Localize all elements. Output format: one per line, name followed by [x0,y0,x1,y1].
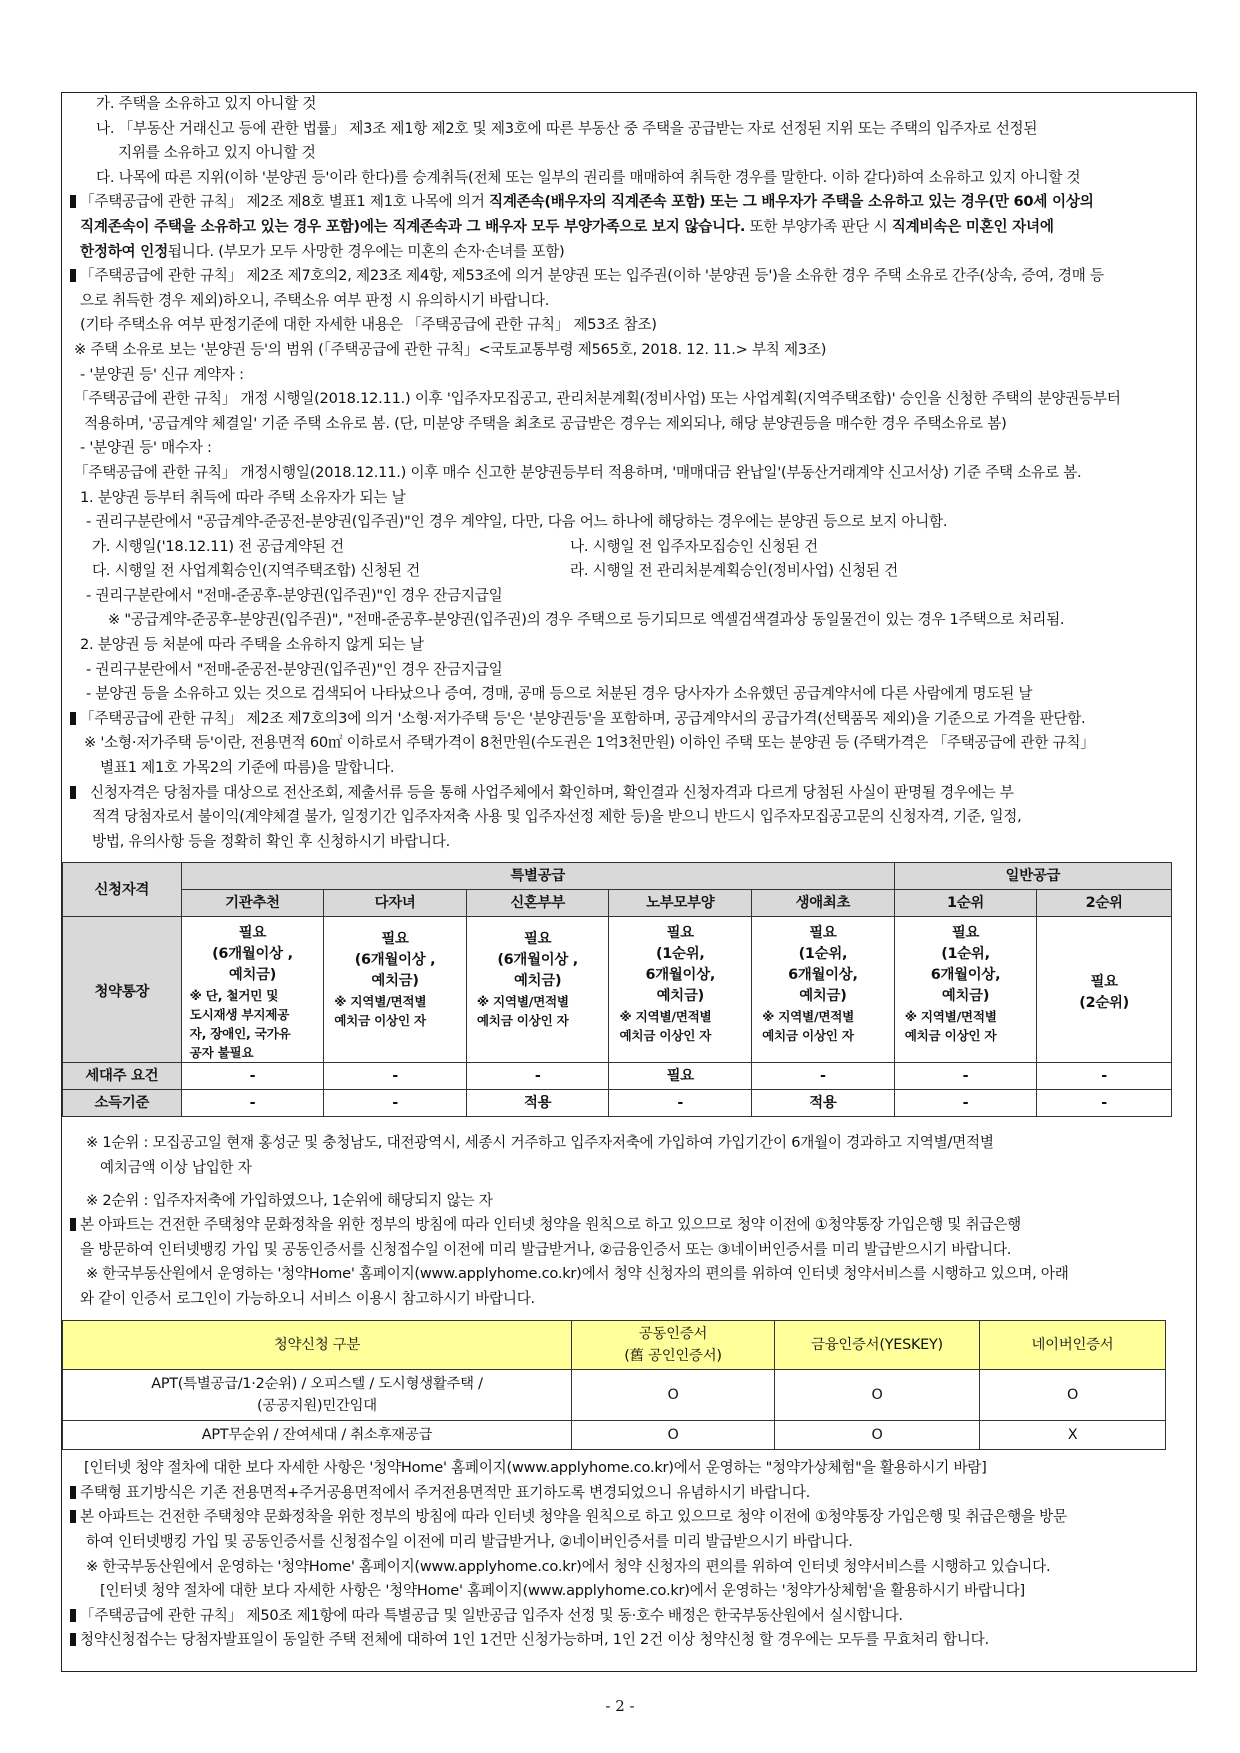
table-cell [63,1369,572,1420]
text-line: 별표1 제1호 가목2의 기준에 따름)을 말합니다. [100,759,395,777]
bullet-paragraph [70,707,1194,732]
table-cell: - [181,1063,324,1090]
text-line: 가. 주택을 소유하고 있지 아니할 것 [96,95,317,112]
text-line: ※ "공급계약-준공후-분양권(입주권)", "전매-준공후-분양권(입주권)의 경우 주택으로 등기되므로 엑셀검색결과상 동일물건이 있는 경우 1주택으로 처리됨. [108,611,1065,629]
text-span: 「주택공급에 관한 규칙」 제2조 제7호의3에 의거 '소형·저가주택 등'은 '분양권등'을 포함하며, 공급계약서의 공급가격(선택품목 제외)을 기준으로 가격을 판단함. [80,709,1086,727]
bullet-square-icon [70,1633,76,1646]
bullet-square-icon [70,1609,76,1622]
cell-note: ※ 지역별/면적별 예치금 이상인 자 [904,1009,997,1044]
text-line: 으로 취득한 경우 제외)하오니, 주택소유 여부 판정 시 유의하시기 바랍니다. [80,291,550,309]
text-line: 나. 「부동산 거래신고 등에 관한 법률」 제3조 제1항 제2호 및 제3호에 따른 부동산 중 주택을 공급받는 자로 선정된 지위 또는 주택의 입주자로 선정된 [96,119,1038,137]
table-cell: - [324,1090,467,1117]
col-header: 생애최초 [752,890,895,917]
table-cell [324,917,467,1063]
text-line: 1. 분양권 등부터 취득에 따라 주택 소유자가 되는 날 [80,488,406,506]
table-cell: O [775,1369,980,1420]
two-column-line [70,535,1194,560]
bullet-paragraph [70,1213,1194,1238]
text-line: - '분양권 등' 신규 계약자 : [80,365,244,383]
table-cell [894,917,1037,1063]
bullet-paragraph [70,1604,1194,1629]
text-span: 청약신청접수는 당첨자발표일이 동일한 주택 전체에 대하여 1인 1건만 신청가능하며, 1인 2건 이상 청약신청 할 경우에는 모두를 무효처리 합니다. [80,1631,989,1649]
bullet-paragraph [70,781,1194,806]
table-cell: O [775,1420,980,1450]
text-span: 나. 시행일 전 입주자모집승인 신청된 건 [570,537,818,555]
table-cell: - [1037,1090,1172,1117]
table-cell: 적용 [466,1090,609,1117]
table-cell: 적용 [752,1090,895,1117]
text-line: - 권리구분란에서 "공급계약-준공전-분양권(입주권)"인 경우 계약일, 다만, 다음 어느 하나에 해당하는 경우에는 분양권 등으로 보지 아니함. [86,513,948,531]
table-cell: - [894,1090,1037,1117]
text-line: 을 방문하여 인터넷뱅킹 가입 및 공동인증서를 신청접수일 이전에 미리 발급받거나, ②금융인증서 또는 ③네이버인증서를 미리 발급받으시기 바랍니다. [80,1240,1012,1258]
table-cell: 필요 [609,1063,752,1090]
bullet-paragraph [70,190,1194,215]
table-cell: - [609,1090,752,1117]
text-span: 「주택공급에 관한 규칙」 제2조 제8호 별표1 제1호 나목에 의거 [80,193,489,211]
cell-main: 필요 (2순위) [1079,973,1130,1011]
text-span: 가. 시행일('18.12.11) 전 공급계약된 건 [92,537,344,555]
table-cell: O [980,1369,1166,1420]
text-line: 「주택공급에 관한 규칙」 개정 시행일(2018.12.11.) 이후 '입주자모집공고, 관리처분계획(정비사업) 또는 사업계획(지역주택조합)' 승인을 신청한 주택의 분양권등부터 [74,390,1121,408]
text-line: (기타 주택소유 여부 판정기준에 대한 자세한 내용은 「주택공급에 관한 규칙」 제53조 참조) [80,316,657,334]
cell-main: 필요 (6개월이상 , 예치금) [497,931,579,990]
text-line: ※ 2순위 : 입주자저축에 가입하였으나, 1순위에 해당되지 않는 자 [86,1191,493,1209]
col-header [572,1320,775,1369]
row-label: 소득기준 [63,1090,182,1117]
text-span: 됩니다. (부모가 모두 사망한 경우에는 미혼의 손자·손녀를 포함) [167,242,565,260]
page-number: - 2 - [605,1697,635,1715]
eligibility-table [62,862,1172,1117]
col-header: 1순위 [894,890,1037,917]
row-label: 청약통장 [63,917,182,1063]
text-span: 「주택공급에 관한 규칙」 제50조 제1항에 따라 특별공급 및 일반공급 입주자 선정 및 동·호수 배정은 한국부동산원에서 실시합니다. [80,1606,903,1624]
text-line: 와 같이 인증서 로그인이 가능하오니 서비스 이용시 참고하시기 바랍니다. [80,1289,535,1307]
bold-span: 직계존속(배우자의 직계존속 포함) 또는 그 배우자가 주택을 소유하고 있는 경우(만 60세 이상의 [488,193,1094,211]
col-header: 금융인증서(YESKEY) [775,1320,980,1369]
certificate-table [62,1320,1166,1451]
cell-main: 필요 (6개월이상 , 예치금) [212,925,293,984]
bullet-paragraph [70,1505,1194,1530]
header-line: 공동인증서 [638,1325,708,1342]
cell-main: 필요 (1순위, 6개월이상, 예치금) [930,925,1001,1005]
cell-main: 필요 (1순위, 6개월이상, 예치금) [645,925,716,1005]
cell-line: (공공지원)민간임대 [257,1397,377,1414]
table-cell: X [980,1420,1166,1450]
bullet-paragraph [70,264,1194,289]
table-cell [466,917,609,1063]
text-line: 「주택공급에 관한 규칙」 개정시행일(2018.12.11.) 이후 매수 신고한 분양권등부터 적용하며, '매매대금 완납일'(부동산거래계약 신고서상) 기준 주택 소유로 봄. [74,463,1082,481]
bullet-square-icon [70,1486,76,1499]
text-line: 하여 인터넷뱅킹 가입 및 공동인증서를 신청접수일 이전에 미리 발급받거나, ②네이버인증서를 미리 발급받으시기 바랍니다. [86,1532,853,1550]
bold-span: 한정하여 인정 [80,242,168,260]
col-header: 신혼부부 [466,890,609,917]
text-line: - '분양권 등' 매수자 : [80,439,212,457]
table-cell: - [324,1063,467,1090]
cell-note: ※ 지역별/면적별 예치금 이상인 자 [334,994,427,1029]
col-header: 다자녀 [324,890,467,917]
two-column-line [70,559,1194,584]
text-line: 적격 당첨자로서 불이익(계약체결 불가, 일정기간 입주자저축 사용 및 입주자선정 제한 등)을 받으니 반드시 입주자모집공고문의 신청자격, 기준, 일정, [92,808,1022,826]
table-cell: - [1037,1063,1172,1090]
table-cell: - [752,1063,895,1090]
table-cell [1037,917,1172,1063]
text-span: 본 아파트는 건전한 주택청약 문화정착을 위한 정부의 방침에 따라 인터넷 청약을 원칙으로 하고 있으므로 청약 이전에 ①청약통장 가입은행 및 취급은행 [80,1216,1021,1234]
text-line: [인터넷 청약 절차에 대한 보다 자세한 사항은 '청약Home' 홈페이지(www.applyhome.co.kr)에서 운영하는 "청약가상체험"을 활용하시기 바람] [84,1459,987,1477]
col-header: 청약신청 구분 [63,1320,572,1369]
table-cell: O [572,1420,775,1450]
bullet-paragraph [70,1628,1194,1653]
col-header: 네이버인증서 [980,1320,1166,1369]
text-line: 방법, 유의사항 등을 정확히 확인 후 신청하시기 바랍니다. [92,832,450,850]
table-cell: - [181,1090,324,1117]
text-line: [인터넷 청약 절차에 대한 보다 자세한 사항은 '청약Home' 홈페이지(www.applyhome.co.kr)에서 운영하는 '청약가상체험'을 활용하시기 바랍니다] [100,1582,1025,1600]
cell-main: 필요 (1순위, 6개월이상, 예치금) [788,925,858,1005]
group-header-general: 일반공급 [894,863,1171,890]
text-line [70,240,1194,265]
cell-note: ※ 지역별/면적별 예치금 이상인 자 [762,1009,855,1044]
table-cell [609,917,752,1063]
text-line: 적용하며, '공급계약 체결일' 기준 주택 소유로 봄. (단, 미분양 주택을 최초로 공급받은 경우는 제외되나, 해당 분양권등을 매수한 경우 주택소유로 봄) [84,414,1007,432]
text-line: - 권리구분란에서 "전매-준공전-분양권(입주권)"인 경우 잔금지급일 [86,660,503,678]
text-line: 다. 나목에 따른 지위(이하 '분양권 등'이라 한다)를 승계취득(전체 또는 일부의 권리를 매매하여 취득한 경우를 말한다. 이하 같다)하여 소유하고 있지 아니할 것 [96,168,1081,186]
cell-main: 필요 (6개월이상 , 예치금) [354,931,436,990]
text-line: 지위를 소유하고 있지 아니할 것 [118,144,316,162]
bullet-square-icon [70,269,76,282]
text-span: 「주택공급에 관한 규칙」 제2조 제7호의2, 제23조 제4항, 제53조에 의거 분양권 또는 입주권(이하 '분양권 등')을 소유한 경우 주택 소유로 간주(상속, 증여, 경매 등 [80,267,1104,285]
text-span: 본 아파트는 건전한 주택청약 문화정착을 위한 정부의 방침에 따라 인터넷 청약을 원칙으로 하고 있으므로 청약 이전에 ①청약통장 가입은행 및 취급은행을 방문 [80,1508,1067,1526]
text-line: ※ '소형·저가주택 등'이란, 전용면적 60㎡ 이하로서 주택가격이 8천만원(수도권은 1억3천만원) 이하인 주택 또는 분양권 등 (주택가격은 「주택공급에 관한 규칙」 [84,734,1095,752]
text-line: ※ 1순위 : 모집공고일 현재 홍성군 및 충청남도, 대전광역시, 세종시 거주하고 입주자저축에 가입하여 가입기간이 6개월이 경과하고 지역별/면적별 [86,1134,994,1152]
bullet-square-icon [70,195,76,208]
text-line: - 분양권 등을 소유하고 있는 것으로 검색되어 나타났으나 증여, 경매, 공매 등으로 처분된 경우 당사자가 소유했던 공급계약서에 다른 사람에게 명도된 날 [86,685,1033,703]
table-cell: - [894,1063,1037,1090]
row-label: 세대주 요건 [63,1063,182,1090]
text-span: 다. 시행일 전 사업계획승인(지역주택조합) 신청된 건 [92,562,421,580]
header-line: (舊 공인인증서) [624,1347,722,1364]
text-line: 2. 분양권 등 처분에 따라 주택을 소유하지 않게 되는 날 [80,636,424,654]
bullet-square-icon [70,1510,76,1523]
table-cell [752,917,895,1063]
table-corner: 신청자격 [63,863,182,917]
text-span: 주택형 표기방식은 기존 전용면적+주거공용면적에서 주거전용면적만 표기하도록 변경되었으니 유념하시기 바랍니다. [80,1483,811,1501]
cell-note: ※ 지역별/면적별 예치금 이상인 자 [619,1009,712,1044]
table-cell: - [466,1063,609,1090]
cell-note: ※ 지역별/면적별 예치금 이상인 자 [476,994,569,1029]
text-line: ※ 주택 소유로 보는 '분양권 등'의 범위 (「주택공급에 관한 규칙」<국토교통부령 제565호, 2018. 12. 11.> 부칙 제3조) [74,340,827,358]
bullet-square-icon [70,1218,76,1231]
bold-span: 직계존속이 주택을 소유하고 있는 경우 포함)에는 직계존속과 그 배우자 모두 부양가족으로 보지 않습니다. [80,217,746,235]
col-header: 2순위 [1037,890,1172,917]
table-cell: O [572,1369,775,1420]
table-cell: APT무순위 / 잔여세대 / 취소후재공급 [63,1420,572,1450]
text-line: - 권리구분란에서 "전매-준공후-분양권(입주권)"인 경우 잔금지급일 [86,586,503,604]
col-header: 기관추천 [181,890,324,917]
table-cell [181,917,324,1063]
group-header-special: 특별공급 [181,863,894,890]
bullet-square-icon [70,786,76,799]
text-line: ※ 한국부동산원에서 운영하는 '청약Home' 홈페이지(www.applyhome.co.kr)에서 청약 신청자의 편의를 위하여 인터넷 청약서비스를 시행하고 있으며, 아래 [86,1265,1069,1283]
text-span: 또한 부양가족 판단 시 [745,217,892,235]
text-line: 예치금액 이상 납입한 자 [100,1159,252,1176]
bold-span: 직계비속은 미혼인 자녀에 [891,217,1054,235]
text-line [70,215,1194,240]
text-span: 라. 시행일 전 관리처분계획승인(정비사업) 신청된 건 [570,562,899,580]
document-body [70,92,1194,1653]
bullet-paragraph [70,1481,1194,1506]
cell-line: APT(특별공급/1·2순위) / 오피스텔 / 도시형생활주택 / [151,1375,483,1392]
text-line: ※ 한국부동산원에서 운영하는 '청약Home' 홈페이지(www.applyhome.co.kr)에서 청약 신청자의 편의를 위하여 인터넷 청약서비스를 시행하고 있습니다. [86,1557,1051,1575]
text-span: 신청자격은 당첨자를 대상으로 전산조회, 제출서류 등을 통해 사업주체에서 확인하며, 확인결과 신청자격과 다르게 당첨된 사실이 판명될 경우에는 부 [90,783,1014,801]
col-header: 노부모부양 [609,890,752,917]
cell-note: ※ 단, 철거민 및 도시재생 부지제공 자, 장애인, 국가유 공자 불필요 [189,988,291,1061]
bullet-square-icon [70,712,76,725]
